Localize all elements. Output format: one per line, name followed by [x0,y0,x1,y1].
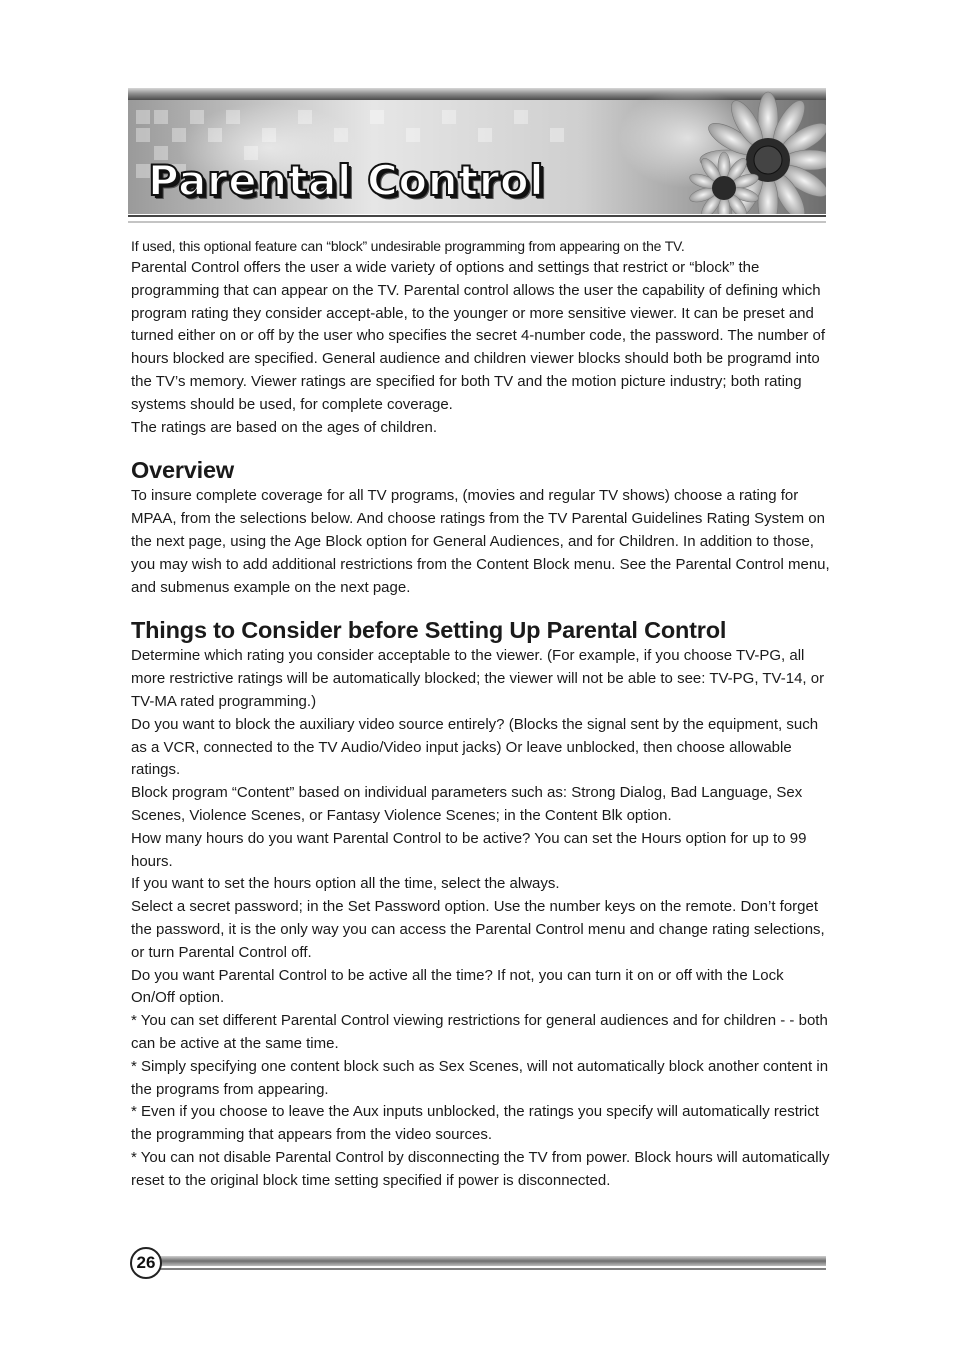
consider-paragraph: If you want to set the hours option all the time, select the always. [131,875,560,893]
consider-paragraph: Do you want Parental Control to be active all the time? If not, you can turn it on or off with the Lock On/Off option. [131,966,784,1007]
consider-paragraph: Determine which rating you consider acceptable to the viewer. (For example, if you choose TV-PG, all more restrictive ratings will be automatically blocked; the viewer will not be able to see: TV-PG, TV-14, or TV-MA rated programming.) [131,647,825,710]
consider-paragraph: * You can not disable Parental Control by disconnecting the TV from power. Block hours will automatically reset to the original block time setting specified if power is disconnected. [131,1148,830,1189]
consider-paragraph: Select a secret password; in the Set Password option. Use the number keys on the remote. Don’t forget the password, it is the only way you can access the Parental Control menu and change rating selections, or turn Parental Control off. [131,898,825,961]
overview-paragraph: To insure complete coverage for all TV programs, (movies and regular TV shows) choose a rating for MPAA, from the selections below. And choose ratings from the TV Parental Guidelines Rating System on the next page, using the Age Block option for General Audiences, and for Children. In addition to those, you may wish to add additional restrictions from the Content Block menu. See the Parental Control menu, and submenus example on the next page. [131,487,830,596]
footer-rule [128,1244,826,1282]
overview-heading: Overview [131,457,234,484]
consider-paragraph: How many hours do you want Parental Control to be active? You can set the Hours option for up to 99 hours. [131,829,807,870]
consider-paragraph: * Even if you choose to leave the Aux inputs unblocked, the ratings you specify will automatically restrict the programming that appears from the video sources. [131,1103,819,1144]
page-title: Parental Control [148,156,545,205]
intro-paragraph: Parental Control offers the user a wide variety of options and settings that restrict or “block” the programming that can appear on the TV. Parental control allows the user the capability of defining which program rating they consider accept-able, to the younger or more sensitive viewer. It can be preset and turned either on or off by the user who specifies the secret 4-number code, the password. The number of hours blocked are specified. General audience and children viewer blocks should both be programd into the TV’s memory. Viewer ratings are specified for both TV and the motion picture industry; both rating systems should be used, for complete coverage. [131,259,825,413]
intro-note: If used, this optional feature can “block” undesirable programming from appearing on the TV. [131,238,685,254]
consider-paragraph: * Simply specifying one content block such as Sex Scenes, will not automatically block another content in the programs from appearing. [131,1057,829,1098]
header-banner [128,88,826,226]
consider-paragraph: Block program “Content” based on individual parameters such as: Strong Dialog, Bad Language, Sex Scenes, Violence Scenes, or Fantasy Violence Scenes; in the Content Blk option. [131,784,803,824]
consider-paragraph: * You can set different Parental Control viewing restrictions for general audiences and for children - - both can be active at the same time. [131,1012,828,1052]
intro-paragraph: The ratings are based on the ages of children. [131,418,438,436]
footer-bar [128,1244,826,1282]
consider-paragraph: Do you want to block the auxiliary video source entirely? (Blocks the signal sent by the equipment, such as a VCR, connected to the TV Audio/Video input jacks) Or leave unblocked, then choose allowable ratings. [131,715,819,779]
consider-heading: Things to Consider before Setting Up Parental Control [131,617,727,644]
page-number: 26 [130,1247,162,1279]
page-content [131,236,831,1192]
